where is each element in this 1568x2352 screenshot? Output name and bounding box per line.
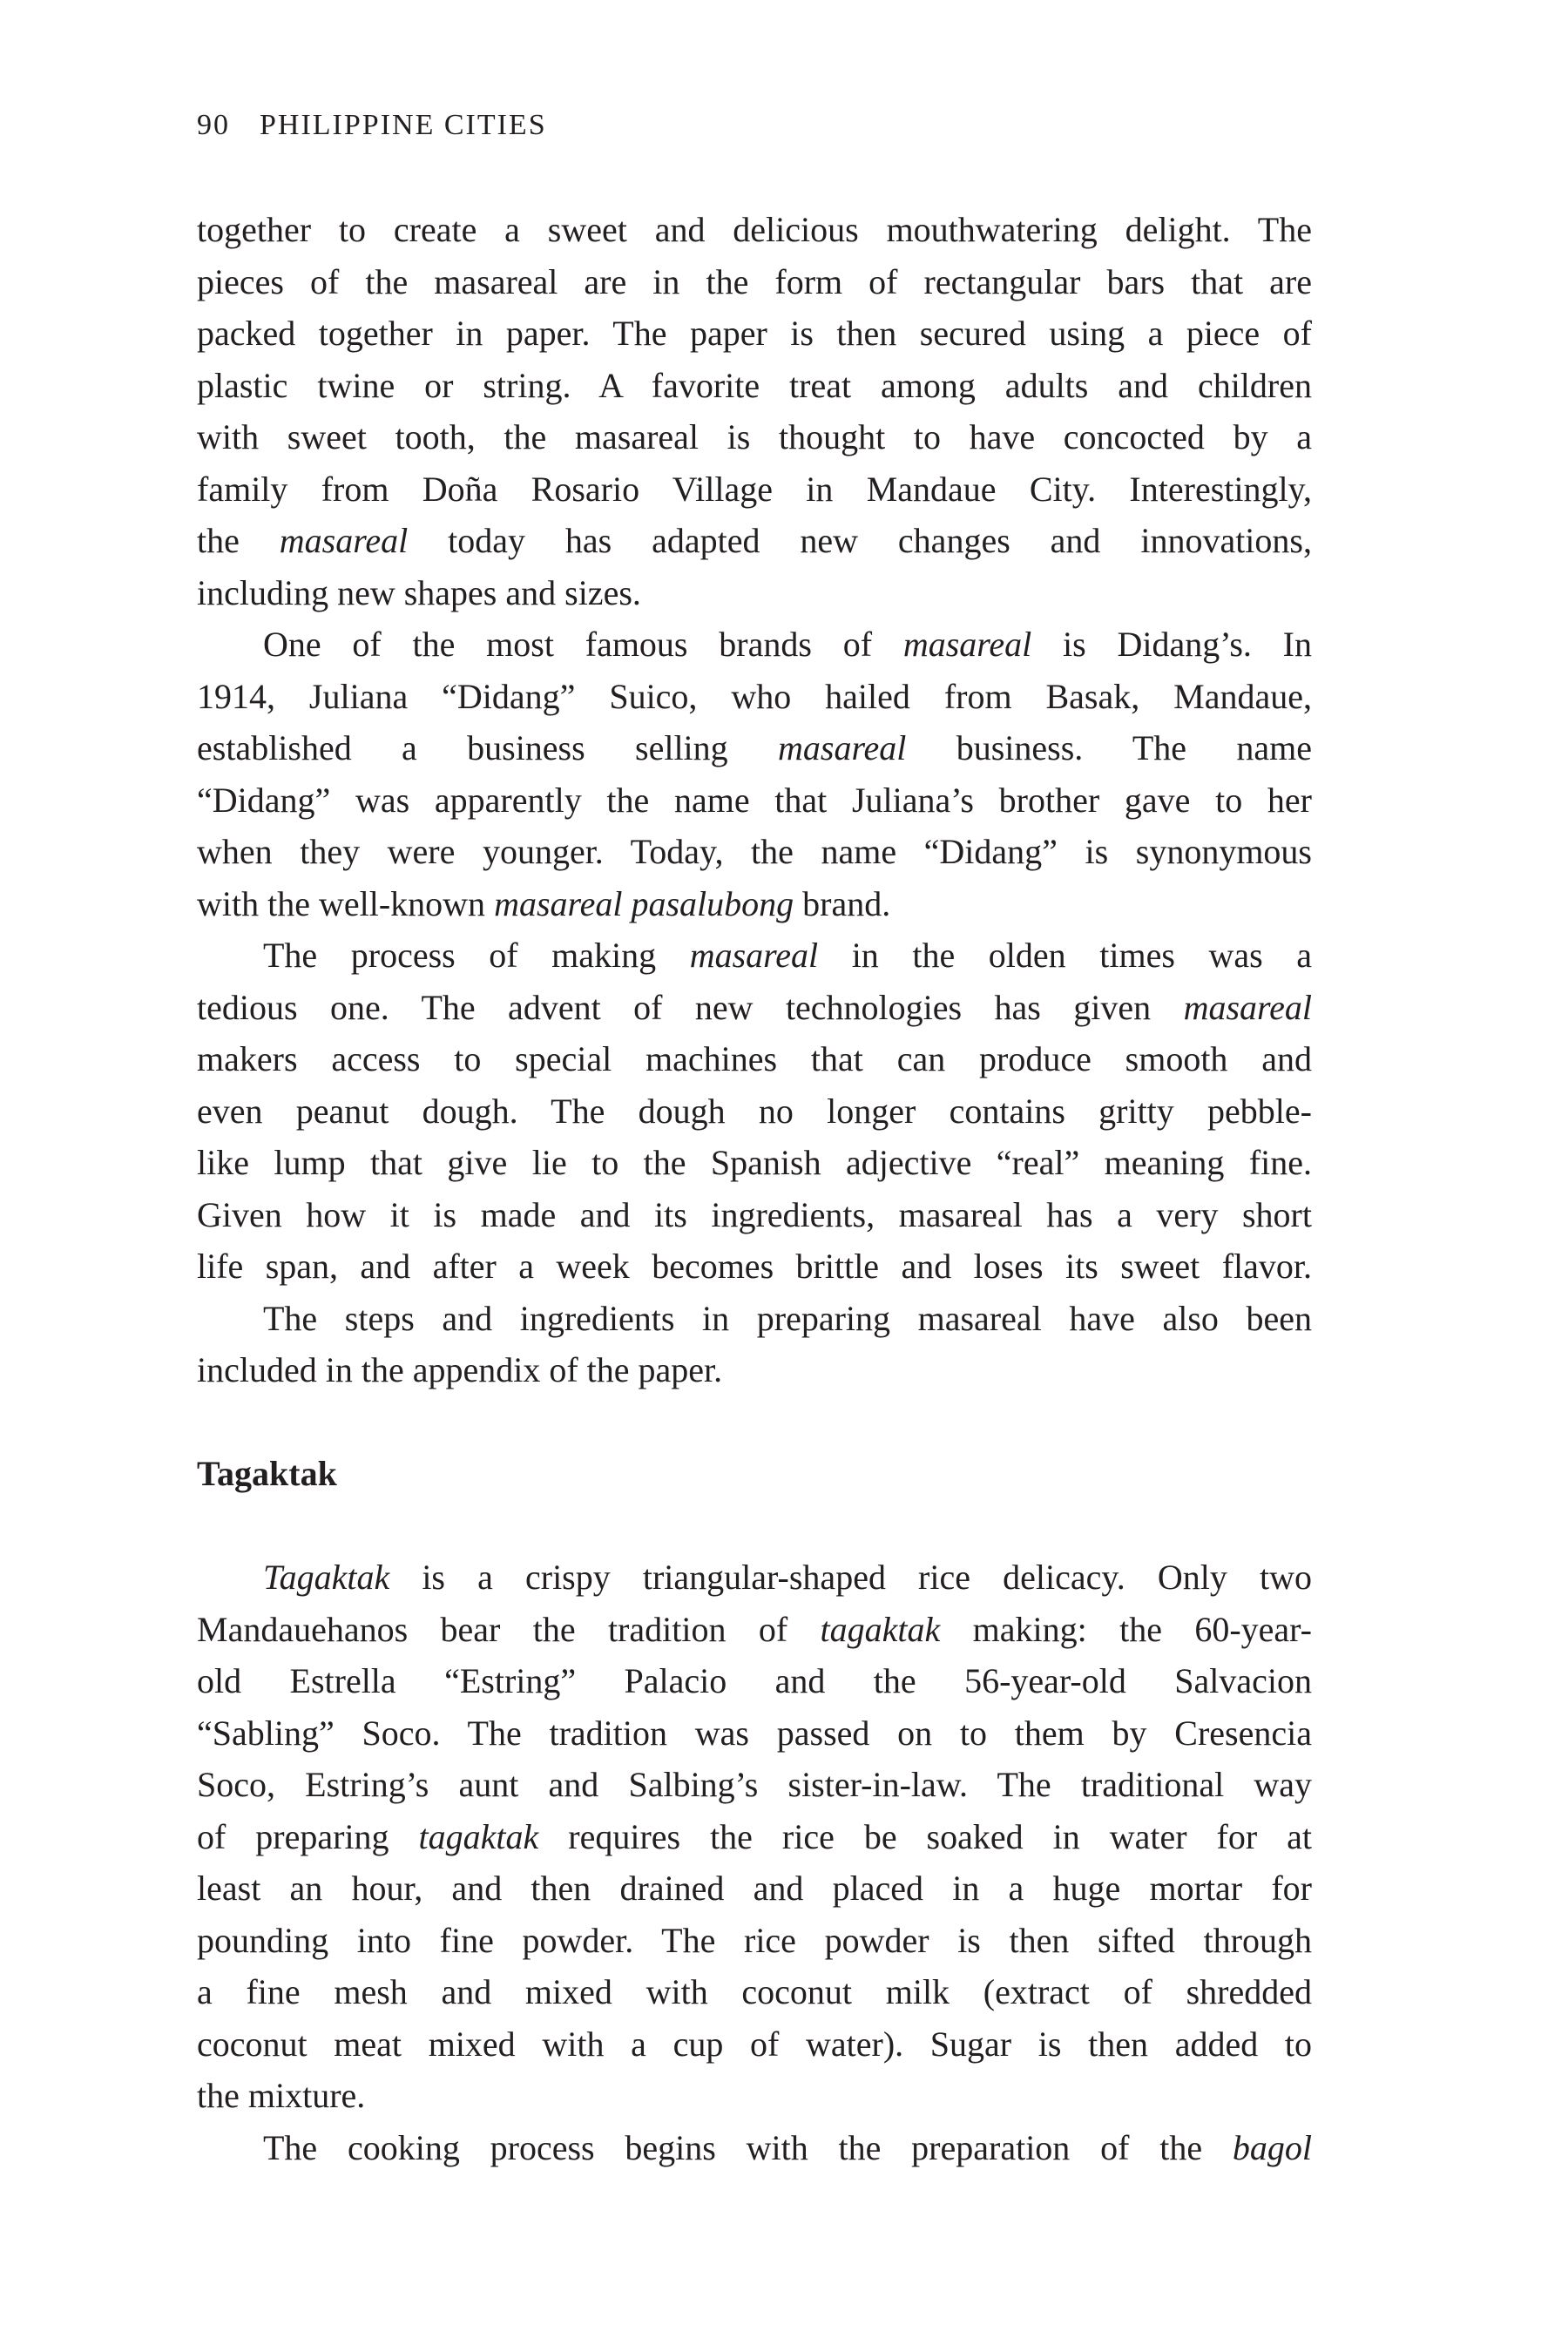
text-line: Soco, Estring’s aunt and Salbing’s sister-in-law. The traditional way	[197, 1765, 1312, 1804]
text-line: family from Doña Rosario Village in Mandaue City. Interestingly,	[197, 469, 1312, 509]
text-line: 1914, Juliana “Didang” Suico, who hailed from Basak, Mandaue,	[197, 676, 1312, 716]
text-line: when they were younger. Today, the name “Didang” is synonymous	[197, 832, 1312, 871]
text-line: Tagaktak is a crispy triangular-shaped rice delicacy. Only two	[263, 1558, 1312, 1597]
text-line: Given how it is made and its ingredients, masareal has a very short	[197, 1194, 1312, 1234]
text-line: “Sabling” Soco. The tradition was passed on to them by Cresencia	[197, 1713, 1312, 1753]
text-line: like lump that give lie to the Spanish adjective “real” meaning fine.	[197, 1143, 1312, 1182]
text-line: a fine mesh and mixed with coconut milk (extract of shredded	[197, 1972, 1312, 2011]
text-line: Mandauehanos bear the tradition of tagaktak making: the 60-year-	[197, 1609, 1312, 1649]
italic-term: masareal	[902, 625, 1032, 664]
text-line: “Didang” was apparently the name that Juliana’s brother gave to her	[197, 780, 1312, 820]
italic-term: masareal	[689, 936, 819, 975]
text-line: The cooking process begins with the preparation of the bagol	[263, 2127, 1312, 2167]
italic-term: bagol	[1232, 2127, 1312, 2167]
text-line: with the well-known masareal pasalubong brand.	[197, 883, 891, 923]
text-line: old Estrella “Estring” Palacio and the 56-year-old Salvacion	[197, 1661, 1312, 1700]
page-number: 90	[197, 109, 230, 141]
text-line: with sweet tooth, the masareal is thought to have concocted by a	[197, 417, 1312, 456]
text-line: life span, and after a week becomes brittle and loses its sweet flavor.	[197, 1247, 1312, 1286]
text-line: including new shapes and sizes.	[197, 572, 641, 612]
text-line: The process of making masareal in the olden times was a	[263, 936, 1312, 975]
running-head	[197, 106, 547, 145]
text-line: plastic twine or string. A favorite treat among adults and children	[197, 365, 1312, 405]
italic-term: tagaktak	[820, 1609, 941, 1649]
text-line: even peanut dough. The dough no longer contains gritty pebble-	[197, 1091, 1312, 1131]
text-line: established a business selling masareal business. The name	[197, 728, 1312, 767]
paragraph-gap	[197, 1396, 1312, 1449]
text-line: the masareal today has adapted new changes and innovations,	[197, 521, 1312, 560]
text-line: The steps and ingredients in preparing masareal have also been	[263, 1298, 1312, 1338]
section-heading: Tagaktak	[197, 1454, 337, 1493]
text-line: included in the appendix of the paper.	[197, 1350, 723, 1389]
text-line: pieces of the masareal are in the form of rectangular bars that are	[197, 261, 1312, 301]
text-line: coconut meat mixed with a cup of water). Sugar is then added to	[197, 2024, 1312, 2064]
italic-term: tagaktak	[418, 1816, 539, 1856]
italic-term: masareal	[1183, 987, 1312, 1027]
italic-term: Tagaktak	[263, 1558, 390, 1597]
italic-term: masareal pasalubong	[494, 883, 794, 923]
running-title: PHILIPPINE CITIES	[260, 109, 547, 141]
text-line: pounding into fine powder. The rice powder is then sifted through	[197, 1920, 1312, 1960]
body-text	[197, 204, 1312, 2173]
italic-term: masareal	[279, 521, 409, 560]
text-line: the mixture.	[197, 2076, 366, 2115]
text-line: least an hour, and then drained and placed in a huge mortar for	[197, 1869, 1312, 1908]
text-line: tedious one. The advent of new technologies has given masareal	[197, 987, 1312, 1027]
paragraph-gap	[197, 1500, 1312, 1552]
text-line: makers access to special machines that can produce smooth and	[197, 1039, 1312, 1078]
text-line: together to create a sweet and delicious mouthwatering delight. The	[197, 210, 1312, 249]
text-line: of preparing tagaktak requires the rice be soaked in water for at	[197, 1816, 1312, 1856]
text-line: One of the most famous brands of masareal is Didang’s. In	[263, 625, 1312, 664]
italic-term: masareal	[777, 728, 907, 767]
text-line: packed together in paper. The paper is then secured using a piece of	[197, 314, 1312, 353]
